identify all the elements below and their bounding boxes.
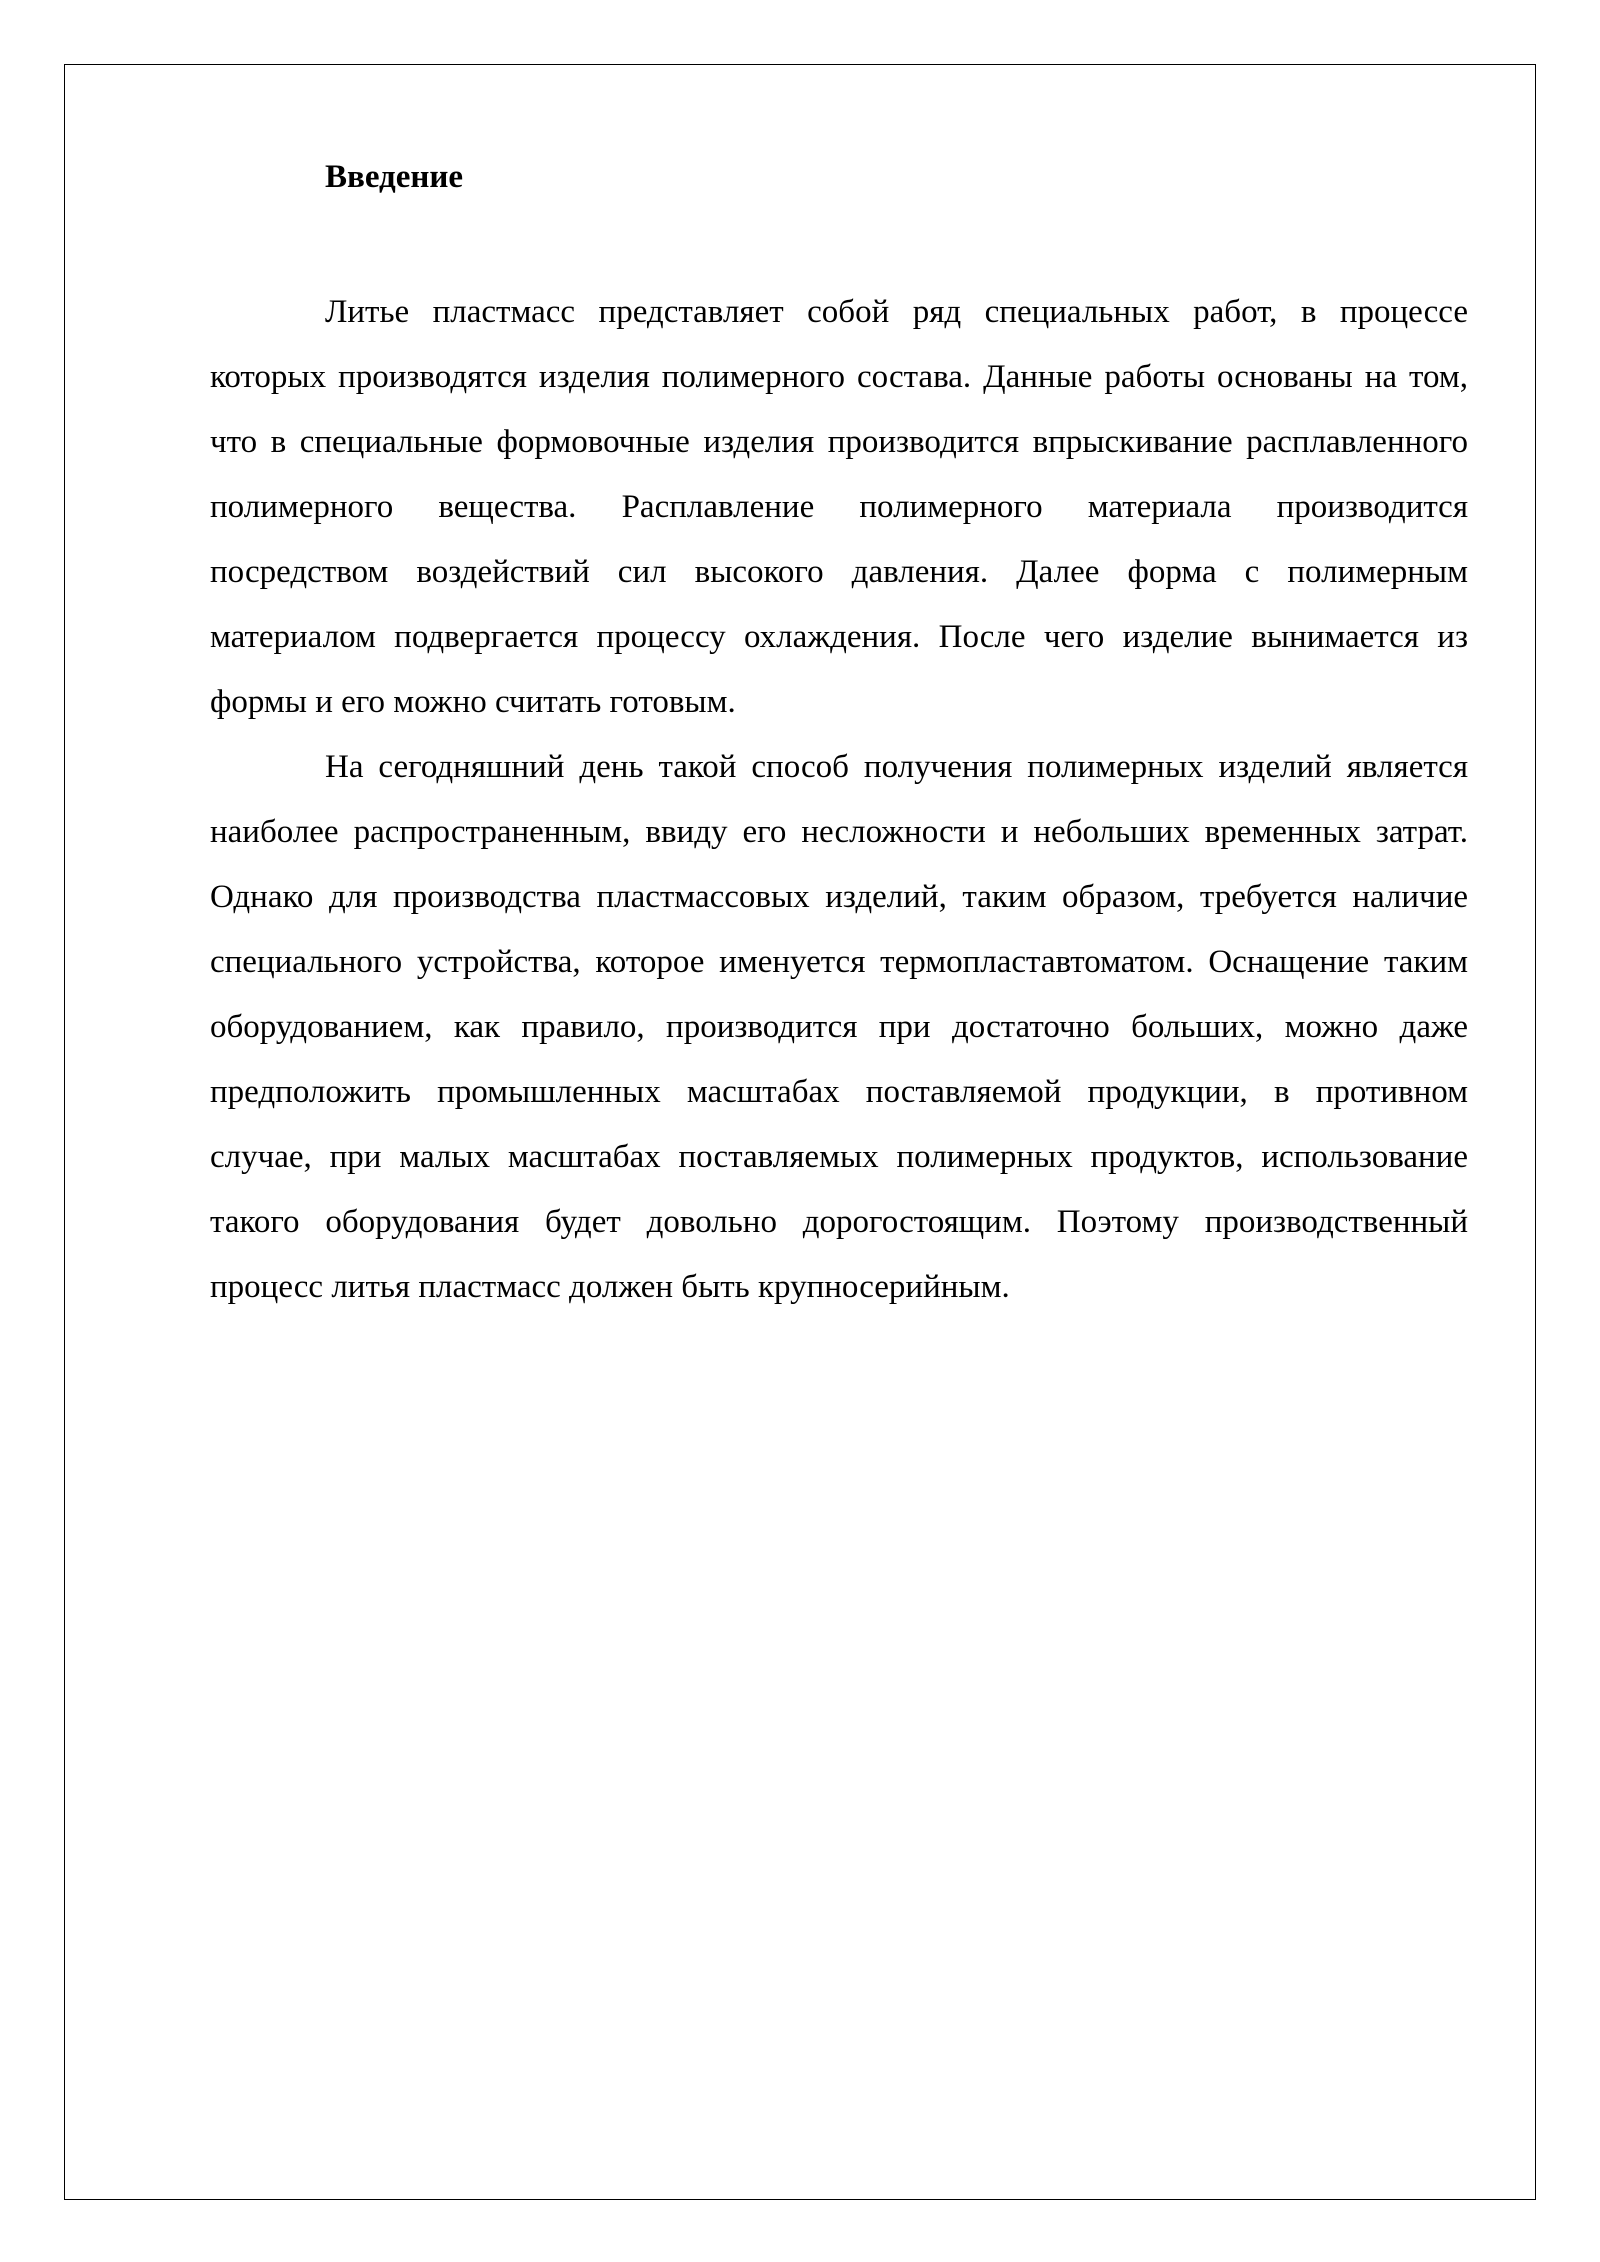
paragraph-1: Литье пластмасс представляет собой ряд специальных работ, в процессе которых производятся изделия полимерного состава. Данные работы основаны на том, что в специальные формовочные изделия производится впрыскивание расплавленного полимерного вещества. Расплавление полимерного материала производится посредством воздействий сил высокого давления. Далее форма с полимерным материалом подвергается процессу охлаждения. После чего изделие вынимается из формы и его можно считать готовым. <box>210 294 1468 720</box>
heading-spacer <box>210 204 1468 280</box>
document-body <box>210 150 1468 1320</box>
section-heading: Введение <box>325 159 464 195</box>
paragraph-2: На сегодняшний день такой способ получения полимерных изделий является наиболее распространенным, ввиду его несложности и небольших временных затрат. Однако для производства пластмассовых изделий, таким образом, требуется наличие специального устройства, которое именуется термопластавтоматом. Оснащение таким оборудованием, как правило, производится при достаточно больших, можно даже предположить промышленных масштабах поставляемой продукции, в противном случае, при малых масштабах поставляемых полимерных продуктов, использование такого оборудования будет довольно дорогостоящим. Поэтому производственный процесс литья пластмасс должен быть крупносерийным. <box>210 749 1468 1305</box>
